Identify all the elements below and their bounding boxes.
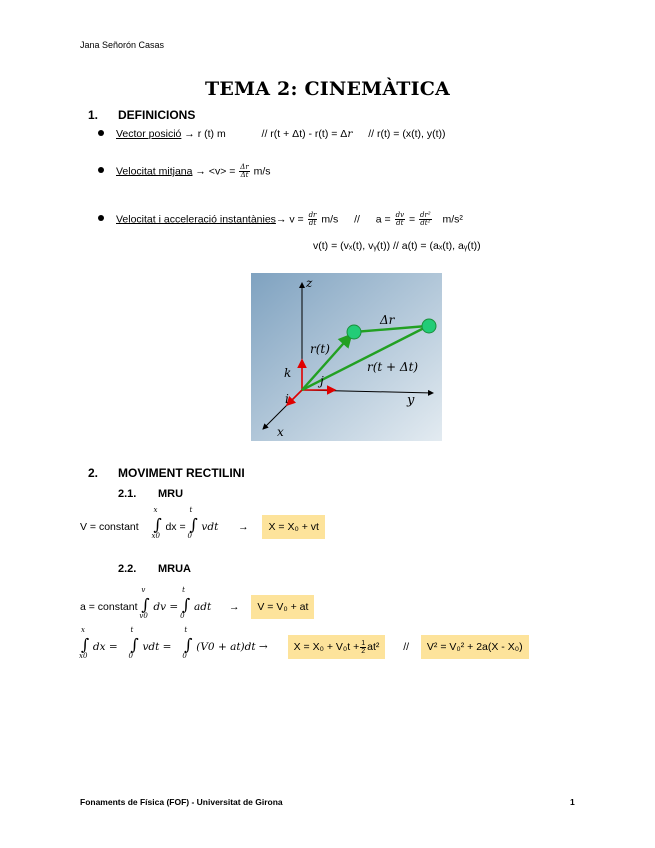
mru-lhs: V = constant bbox=[80, 521, 139, 533]
mrua-arrow: → bbox=[229, 601, 240, 613]
mru-result: X = X₀ + vt bbox=[262, 515, 324, 539]
mrua-l2-int2-body: vdt = bbox=[142, 641, 172, 653]
position-expr: → r (t) m bbox=[184, 128, 226, 140]
avg-velocity-unit: m/s bbox=[253, 165, 271, 178]
figure-background bbox=[251, 273, 442, 441]
mru-title: MRU bbox=[158, 488, 184, 500]
section-1-heading bbox=[88, 108, 195, 122]
mrua-l2-int3-body: (V0 + at)dt → bbox=[196, 641, 268, 653]
mru-number: 2.1. bbox=[118, 488, 137, 500]
mru-arrow: → bbox=[238, 521, 249, 533]
mrua-int1-body: dv = bbox=[153, 601, 179, 613]
avg-velocity-lhs: → <v> = bbox=[195, 165, 236, 178]
y-axis-label: y bbox=[407, 393, 415, 408]
mrua-integral-2: ∫ t 0 bbox=[180, 586, 191, 620]
bullet-avg-velocity bbox=[98, 164, 271, 179]
section-1-title: DEFINICIONS bbox=[118, 108, 196, 122]
mrua-integral-1: ∫ v v0 bbox=[139, 586, 150, 620]
inst-sep: // bbox=[354, 213, 360, 226]
mrua-result-position: X = X₀ + V₀t + $\frac{1}{2}$ at² bbox=[288, 635, 386, 659]
mrua-l2-int1-body: dx = bbox=[92, 641, 118, 653]
page-number: 1 bbox=[570, 797, 575, 807]
bullet-dot bbox=[98, 130, 104, 136]
inst-v-fraction: $\frac{dr}{dt}$ bbox=[308, 211, 317, 227]
inst-a-fraction-2: $\frac{\text{dr²}}{\text{dt²}}$ bbox=[420, 211, 431, 227]
mrua-l2-integral-2: ∫ t 0 bbox=[128, 626, 139, 660]
mrua-int2-body: adt bbox=[193, 601, 212, 613]
inst-v-unit: m/s bbox=[321, 213, 339, 226]
mru-integral-1: ∫ x x0 bbox=[151, 506, 162, 540]
bullet-dot bbox=[98, 215, 104, 221]
mru-equation bbox=[80, 506, 325, 540]
position-label: Vector posició bbox=[116, 128, 182, 140]
unit-i-label: i bbox=[285, 392, 289, 406]
x-axis-label: x bbox=[277, 425, 284, 439]
inst-a-unit: m/s² bbox=[442, 213, 463, 226]
delta-r-label: Δr bbox=[380, 313, 395, 327]
mru-int2-body: vdt bbox=[201, 521, 219, 533]
inst-label: Velocitat i acceleració instantànies bbox=[116, 213, 276, 226]
mrua-half-fraction: $\frac{1}{2}$ bbox=[361, 639, 366, 655]
mru-int1-body: dx = bbox=[165, 521, 186, 533]
mrua-lhs: a = constant bbox=[80, 601, 138, 613]
mrua-result-timeless: V² = V₀² + 2a(X - X₀) bbox=[421, 635, 529, 659]
unit-j-label: j bbox=[320, 374, 324, 388]
page-title: TEMA 2: CINEMÀTICA bbox=[205, 78, 450, 100]
mrua-title: MRUA bbox=[158, 563, 191, 575]
mrua-heading bbox=[118, 563, 191, 575]
avg-velocity-fraction: $\frac{\Delta r}{\Delta t}$ bbox=[240, 163, 249, 179]
mru-heading bbox=[118, 488, 183, 500]
mrua-sep: // bbox=[403, 641, 410, 653]
r-t-dt-label: r(t + Δt) bbox=[367, 360, 419, 374]
mrua-number: 2.2. bbox=[118, 563, 137, 575]
section-1-number: 1. bbox=[88, 108, 99, 122]
section-2-heading bbox=[88, 466, 245, 480]
inst-a-fraction-1: $\frac{dv}{dt}$ bbox=[395, 211, 405, 227]
avg-velocity-label: Velocitat mitjana bbox=[116, 165, 193, 178]
mrua-result-velocity: V = V₀ + at bbox=[251, 595, 314, 619]
mrua-l2-integral-1: ∫ x x0 bbox=[79, 626, 90, 660]
footer-text: Fonaments de Física (FOF) - Universitat de Girona bbox=[80, 797, 283, 807]
point-t bbox=[347, 325, 361, 339]
mrua-l2-integral-3: ∫ t 0 bbox=[182, 626, 193, 660]
bullet-dot bbox=[98, 167, 104, 173]
inst-a-lhs: a = bbox=[375, 213, 391, 226]
header-author: Jana Señorón Casas bbox=[80, 40, 165, 50]
bullet-instantaneous bbox=[98, 212, 463, 227]
r-t-label: r(t) bbox=[310, 342, 330, 356]
figure-svg bbox=[251, 273, 442, 441]
inst-v-lhs: → v = bbox=[275, 213, 304, 226]
bullet-position bbox=[98, 128, 445, 140]
section-2-title: MOVIMENT RECTILINI bbox=[118, 466, 245, 480]
mru-integral-2: ∫ t 0 bbox=[187, 506, 198, 540]
unit-k-label: k bbox=[284, 366, 292, 380]
mrua-equation-1 bbox=[80, 586, 314, 620]
position-note1: // r(t + Δt) - r(t) = Δ bbox=[261, 128, 348, 140]
position-note2: // r(t) = (x(t), y(t)) bbox=[368, 128, 446, 140]
inst-components-line: v(t) = (vₓ(t), vᵧ(t)) // a(t) = (aₓ(t), aᵧ(t)) bbox=[313, 240, 481, 252]
point-t-dt bbox=[422, 319, 436, 333]
inst-a-eq: = bbox=[408, 213, 416, 226]
z-axis-label: z bbox=[306, 276, 313, 290]
section-2-number: 2. bbox=[88, 466, 99, 480]
mrua-equation-2 bbox=[79, 626, 529, 660]
position-note1-var: r bbox=[347, 128, 353, 140]
position-vector-figure bbox=[251, 273, 442, 441]
